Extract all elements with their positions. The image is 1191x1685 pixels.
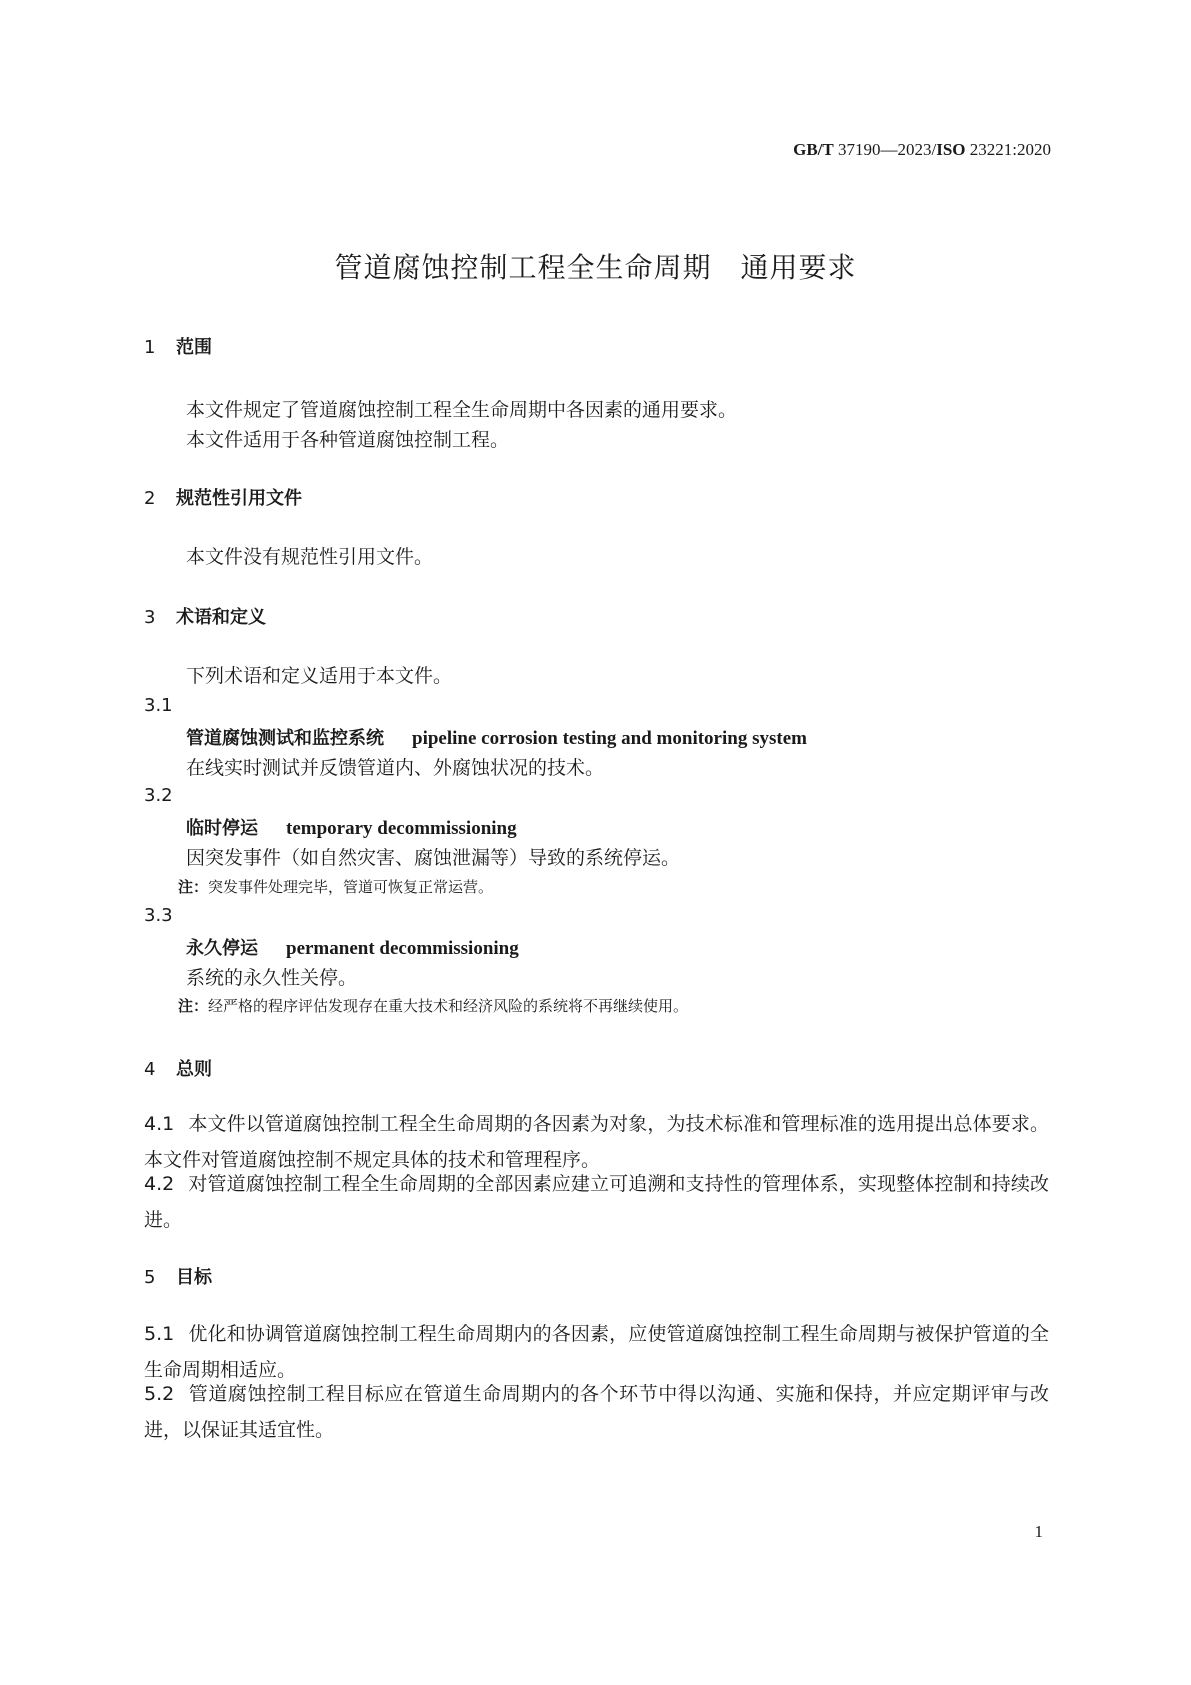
section-3-intro: 下列术语和定义适用于本文件。 xyxy=(186,665,453,687)
clause-4-1: 4.1 本文件以管道腐蚀控制工程全生命周期的各因素为对象，为技术标准和管理标准的选用提出总体要求。本文件对管道腐蚀控制不规定具体的技术和管理程序。 xyxy=(144,1113,1049,1171)
section-4-heading: 4 总则 xyxy=(144,1059,212,1080)
section-3-heading: 3 术语和定义 xyxy=(144,607,266,628)
section-2-para-1: 本文件没有规范性引用文件。 xyxy=(186,546,434,568)
term-3-2: 临时停运 temporary decommissioning xyxy=(186,818,517,839)
term-3-3: 永久停运 permanent decommissioning xyxy=(186,938,519,959)
term-3-1-number: 3.1 xyxy=(144,695,173,716)
page-number: 1 xyxy=(1034,1522,1043,1541)
term-3-3-definition: 系统的永久性关停。 xyxy=(186,967,358,989)
section-2-heading: 2 规范性引用文件 xyxy=(144,488,302,509)
standard-code: GB/T 37190—2023/ISO 23221:2020 xyxy=(793,140,1051,159)
clause-5-1: 5.1 优化和协调管道腐蚀控制工程生命周期内的各因素，应使管道腐蚀控制工程生命周期与被保护管道的全生命周期相适应。 xyxy=(144,1323,1049,1381)
clause-5-2: 5.2 管道腐蚀控制工程目标应在管道生命周期内的各个环节中得以沟通、实施和保持，并应定期评审与改进，以保证其适宜性。 xyxy=(144,1383,1049,1441)
document-title: 管道腐蚀控制工程全生命周期 通用要求 xyxy=(334,251,857,284)
section-5-heading: 5 目标 xyxy=(144,1267,212,1288)
section-1-heading: 1 范围 xyxy=(144,337,212,358)
term-3-2-number: 3.2 xyxy=(144,785,173,806)
term-3-3-number: 3.3 xyxy=(144,905,173,926)
term-3-1-definition: 在线实时测试并反馈管道内、外腐蚀状况的技术。 xyxy=(186,757,605,779)
section-1-para-2: 本文件适用于各种管道腐蚀控制工程。 xyxy=(186,429,510,451)
term-3-3-note: 注：经严格的程序评估发现存在重大技术和经济风险的系统将不再继续使用。 xyxy=(178,997,689,1015)
clause-4-2: 4.2 对管道腐蚀控制工程全生命周期的全部因素应建立可追溯和支持性的管理体系，实现整体控制和持续改进。 xyxy=(144,1173,1049,1231)
term-3-1: 管道腐蚀测试和监控系统 pipeline corrosion testing and monitoring system xyxy=(186,728,807,749)
term-3-2-definition: 因突发事件（如自然灾害、腐蚀泄漏等）导致的系统停运。 xyxy=(186,847,681,869)
section-1-para-1: 本文件规定了管道腐蚀控制工程全生命周期中各因素的通用要求。 xyxy=(186,399,738,421)
term-3-2-note: 注：突发事件处理完毕，管道可恢复正常运营。 xyxy=(178,878,494,896)
